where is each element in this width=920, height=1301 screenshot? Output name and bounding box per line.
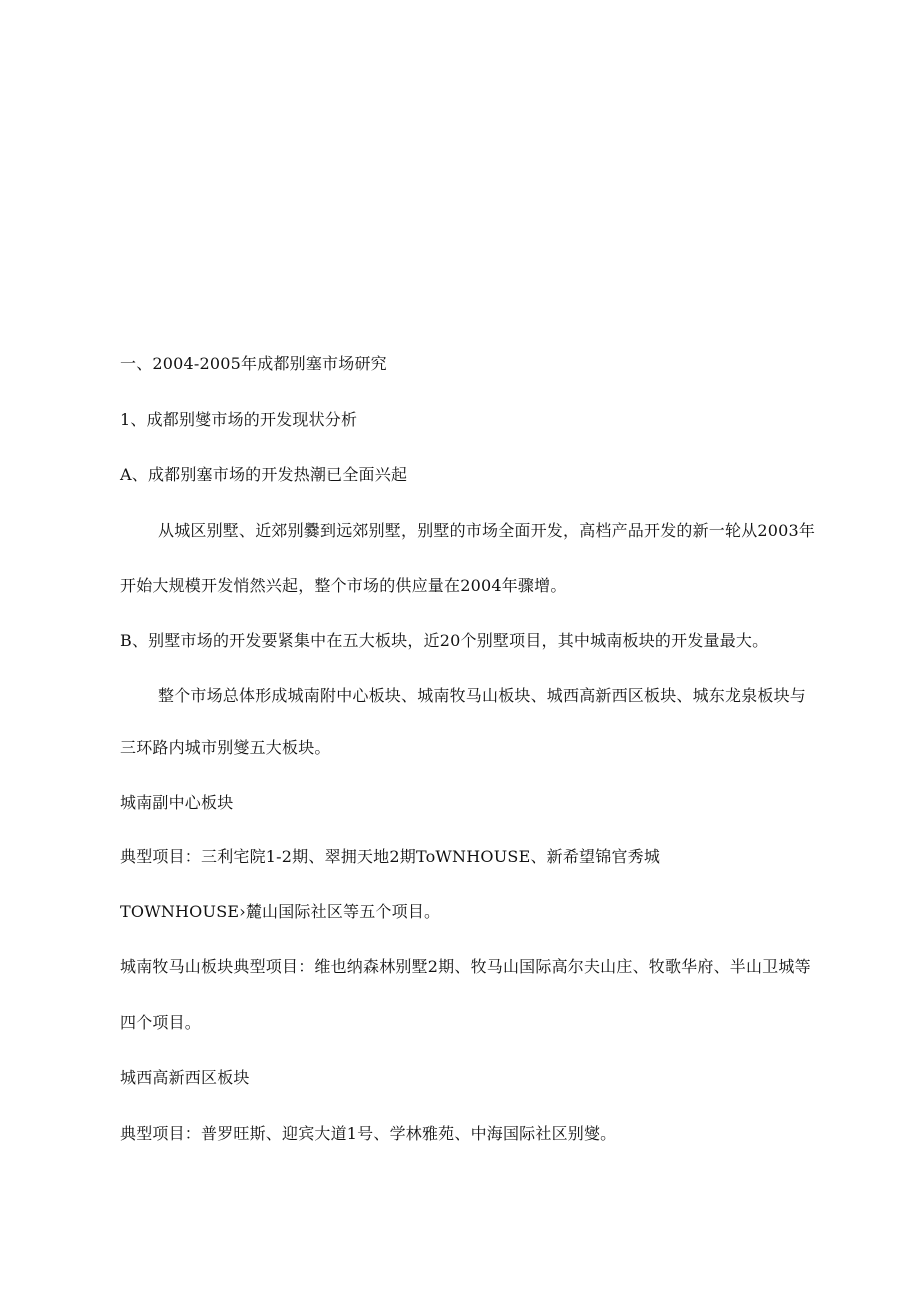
block-1-projects-line-2: TOWNHOUSE›麓山国际社区等五个项目。 xyxy=(120,902,441,921)
section-heading: 一、2004-2005年成都别塞市场研究 xyxy=(120,354,387,373)
subsection-heading: 1、成都别燮市场的开发现状分析 xyxy=(120,410,358,429)
block-2-line-1: 城南牧马山板块典型项目：维也纳森林别墅2期、牧马山国际高尔夫山庄、牧歌华府、半山卫城等 xyxy=(120,957,811,976)
block-3-projects: 典型项目：普罗旺斯、迎宾大道1号、学林雅苑、中海国际社区别燮。 xyxy=(120,1124,617,1143)
block-1-projects-line-1: 典型项目：三利宅院1-2期、翠拥天地2期ToWNHOUSE、新希望锦官秀城 xyxy=(120,847,661,866)
paragraph-b-line-2: 三环路内城市别燮五大板块。 xyxy=(120,738,331,757)
paragraph-b-line-1: 整个市场总体形成城南附中心板块、城南牧马山板块、城西高新西区板块、城东龙泉板块与 xyxy=(158,686,807,705)
paragraph-a-line-2: 开始大规模开发悄然兴起，整个市场的供应量在2004年骤增。 xyxy=(120,576,567,595)
block-3-title: 城西高新西区板块 xyxy=(120,1068,250,1087)
paragraph-a-line-1: 从城区别墅、近郊别爨到远郊别墅，别墅的市场全面开发，高档产品开发的新一轮从2003年 xyxy=(158,521,816,540)
block-2-line-2: 四个项目。 xyxy=(120,1013,202,1032)
block-1-title: 城南副中心板块 xyxy=(120,793,234,812)
heading-b: B、别墅市场的开发要紧集中在五大板块，近20个别墅项目，其中城南板块的开发量最大。 xyxy=(120,631,769,650)
heading-a: A、成都别塞市场的开发热潮已全面兴起 xyxy=(120,465,408,484)
